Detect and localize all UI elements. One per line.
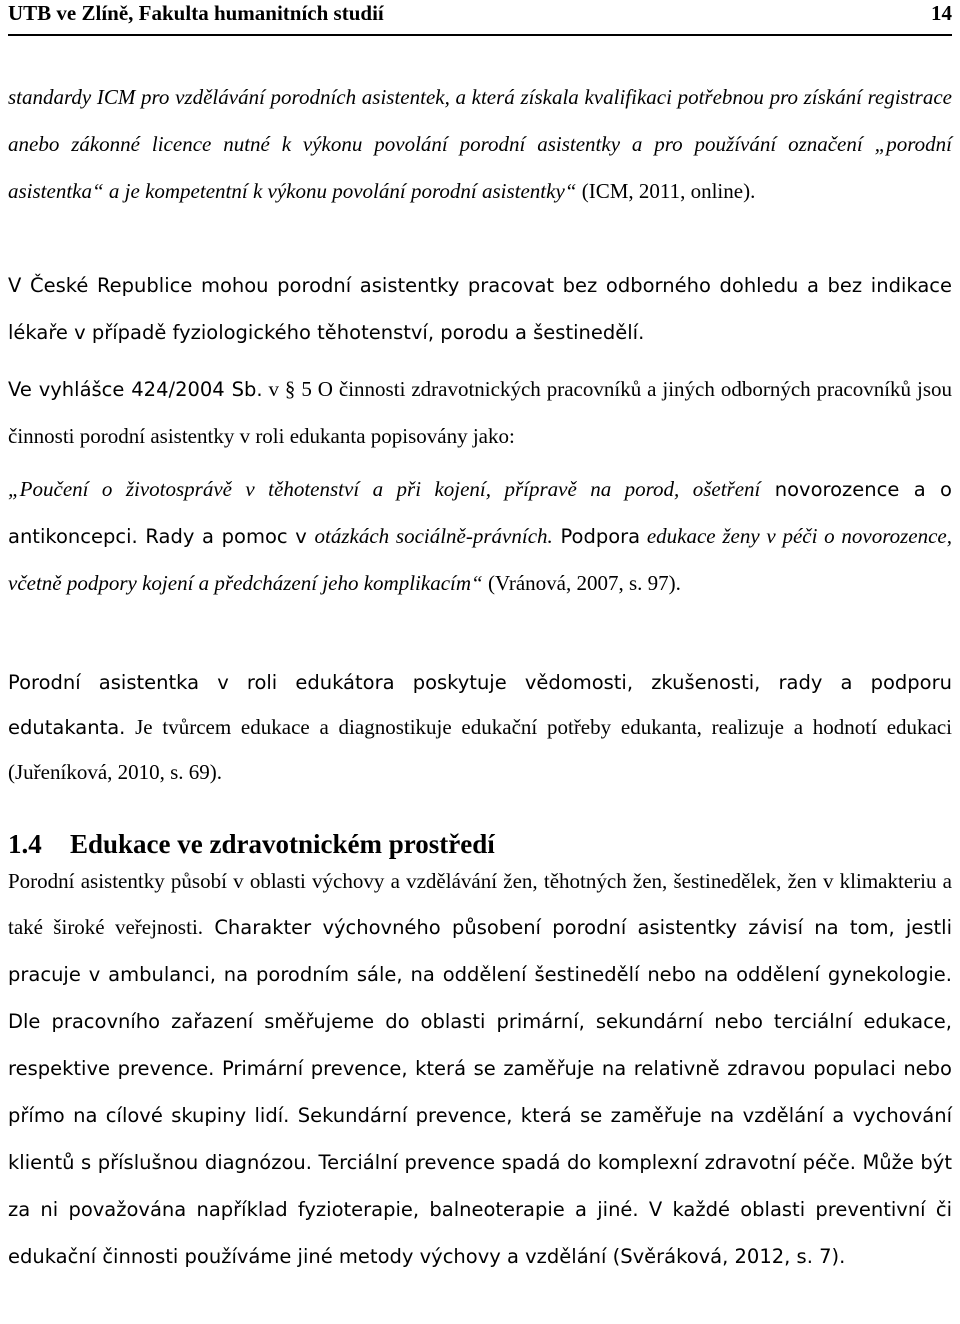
header-title: UTB ve Zlíně, Fakulta humanitních studií — [8, 1, 384, 25]
decree-text: v § 5 O činnosti zdravotnických pracovníků a jiných odborných pracovníků jsou činnosti porodní asistentky v roli edukanta popisovány jako: — [8, 377, 952, 448]
environment-sentence-2: Charakter výchovného působení porodní asistentky závisí na tom, jestli pracuje v ambulanci, na porodním sále, na oddělení šestinedělí nebo na oddělení gynekologie. — [8, 916, 952, 986]
decree-reference: Ve vyhlášce 424/2004 Sb. — [8, 378, 263, 401]
section-title: Edukace ve zdravotnickém prostředí — [70, 829, 495, 859]
section-heading — [8, 826, 495, 862]
paragraph-education-environment — [8, 858, 952, 1280]
citation-icm: (ICM, 2011, online). — [576, 179, 756, 203]
educator-sentence-2: Je tvůrcem edukace a diagnostikuje edukační potřeby edukanta, realizuje a hodnotí edukaci (Juřeníková, 2010, s. 69). — [8, 715, 952, 784]
citation-vranova: (Vránová, 2007, s. 97). — [482, 571, 681, 595]
quote-icm: standardy ICM pro vzdělávání porodních asistentek, a která získala kvalifikaci potřebnou pro získání registrace anebo zákonné licence nutné k výkonu povolání porodní asistentky a pro používání označení „porodní asistentka“ a je kompetentní k výkonu povolání porodní asistentky“ — [8, 85, 952, 203]
quote-part-1: „Poučení o životosprávě v těhotenství a při kojení, přípravě na porod, ošetření — [8, 477, 761, 501]
paragraph-educator-role — [8, 660, 952, 795]
quote-part-5: edukace ženy v péči o novorozence, včetně podpory kojení a předcházení jeho komplikacím“ — [8, 524, 952, 595]
quote-part-3: otázkách sociálně-právních. — [314, 524, 553, 548]
page-number: 14 — [931, 1, 952, 25]
section-number: 1.4 — [8, 829, 42, 859]
educator-sentence-1: Porodní asistentka v roli edukátora poskytuje vědomosti, zkušenosti, rady a podporu edutakanta. — [8, 671, 952, 739]
quote-part-2: novorozence a o antikoncepci. Rady a pomoc v — [8, 478, 952, 548]
page-header — [8, 0, 952, 36]
environment-sentence-1: Porodní asistentky působí v oblasti výchovy a vzdělávání žen, těhotných žen, šestinedělek, žen v klimakteriu a také široké veřejnosti. — [8, 869, 952, 939]
environment-sentence-3: Dle pracovního zařazení směřujeme do oblasti primární, sekundární nebo terciální edukace, respektive prevence. — [8, 1010, 952, 1080]
environment-sentence-4: Primární prevence, která se zaměřuje na relativně zdravou populaci nebo přímo na cílové skupiny lidí. Sekundární prevence, která se zaměřuje na vzdělání a vychování klientů s příslušnou diagnózou. Terciální prevence spadá do komplexní zdravotní péče. Může být za ni považována například fyzioterapie, balneoterapie a jiné. V každé oblasti preventivní či edukační činnosti používáme jiné metody výchovy a vzdělání (Svěráková, 2012, s. 7). — [8, 1057, 952, 1268]
paragraph-quote-vranova — [8, 466, 952, 606]
paragraph-icm-definition — [8, 74, 952, 215]
paragraph-czech-republic: V České Republice mohou porodní asistentky pracovat bez odborného dohledu a bez indikace lékaře v případě fyziologického těhotenství, porodu a šestinedělí. — [8, 274, 952, 344]
quote-part-4: Podpora — [552, 525, 641, 548]
paragraph-decree — [8, 366, 952, 459]
